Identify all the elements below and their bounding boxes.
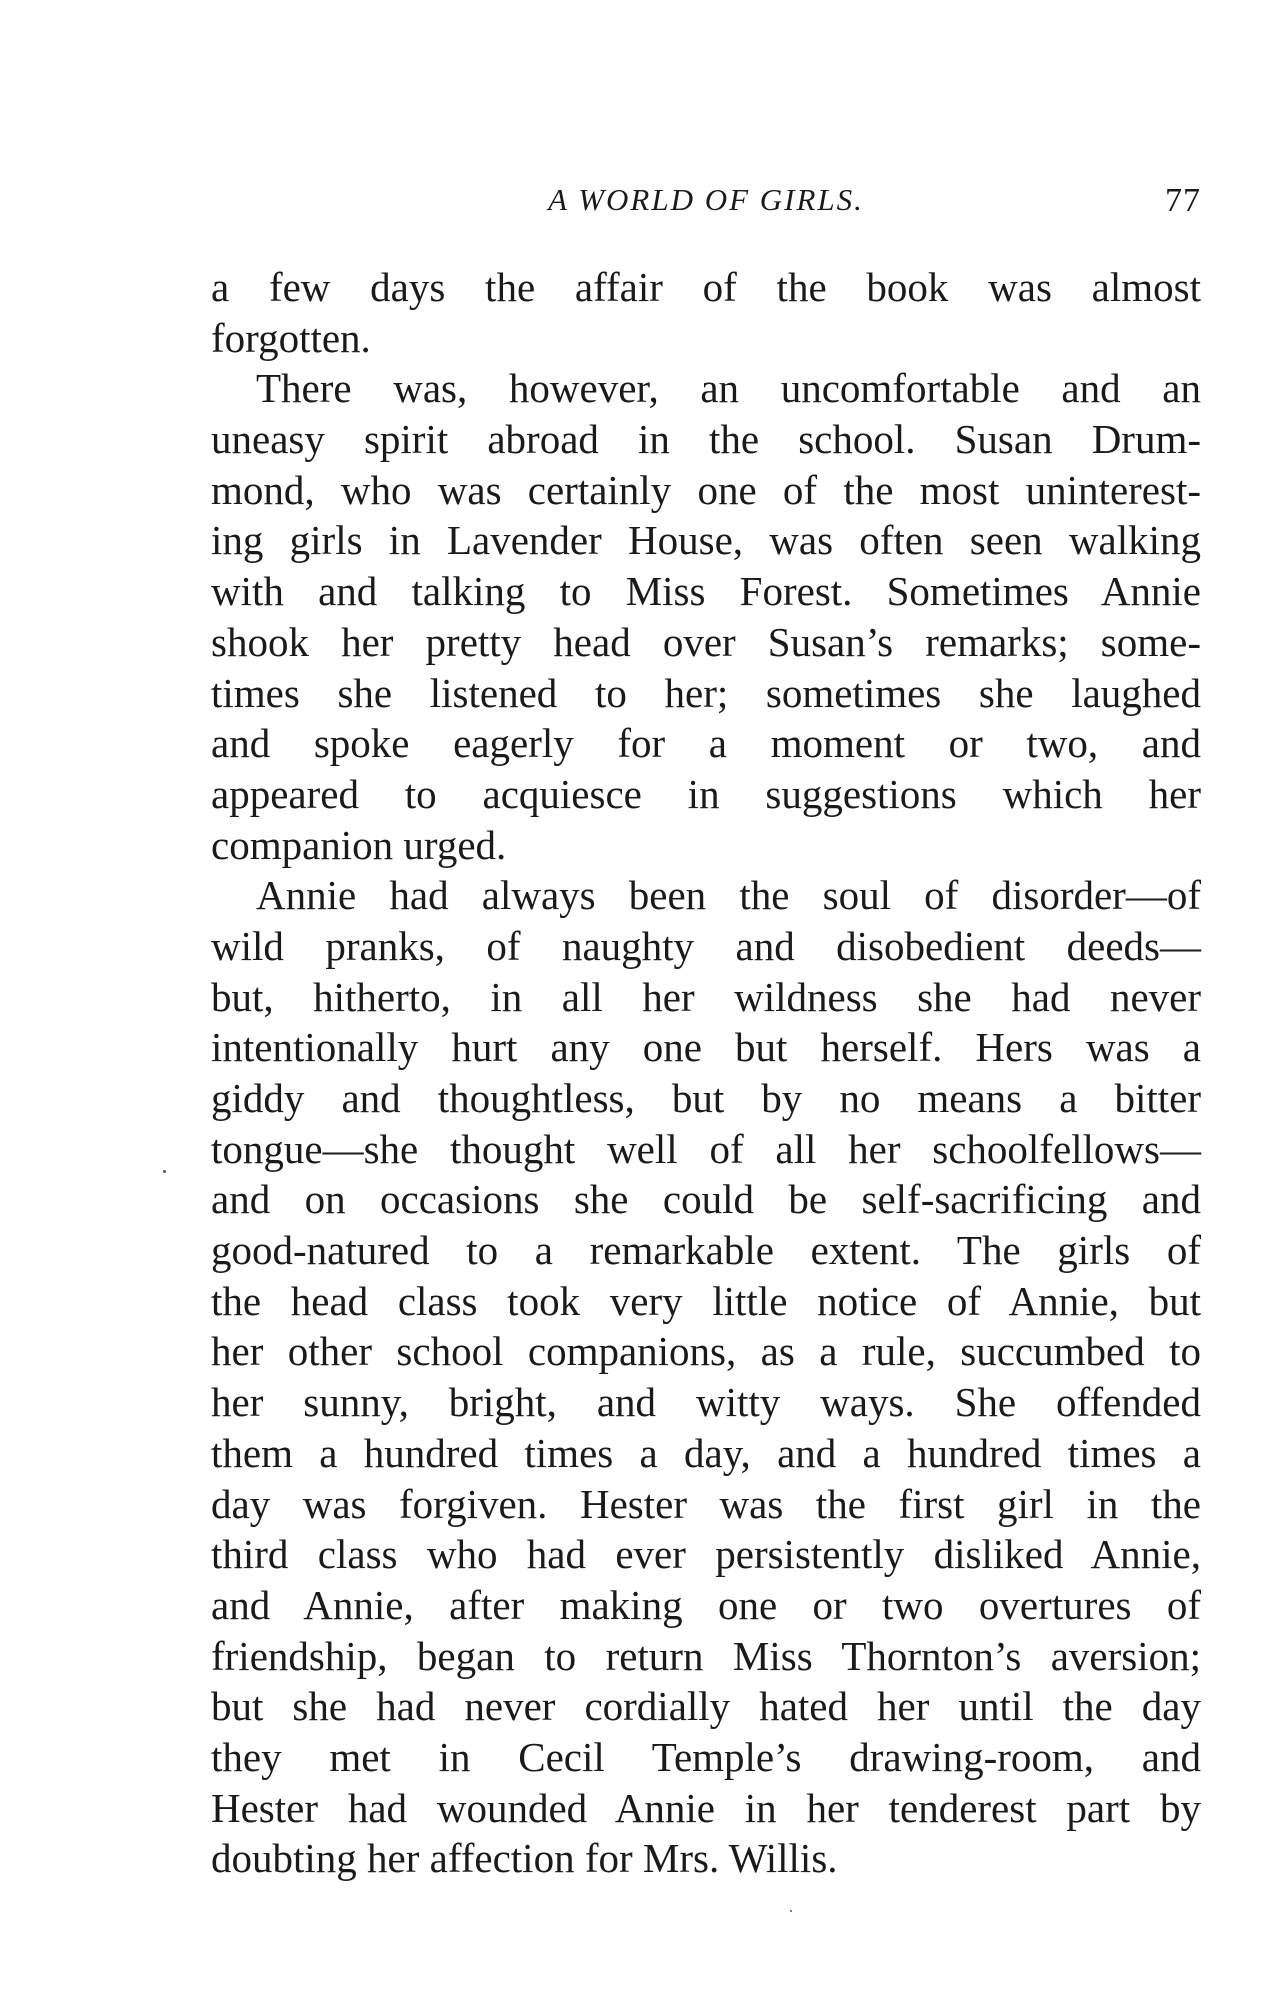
text-line: times she listened to her; sometimes she laughed xyxy=(211,669,1201,716)
text-line: her sunny, bright, and witty ways. She offended xyxy=(211,1379,1201,1426)
text-line: third class who had ever persistently disliked Annie, xyxy=(211,1531,1201,1578)
text-line: friendship, began to return Miss Thornton’s aversion; xyxy=(211,1632,1201,1679)
text-line: day was forgiven. Hester was the first girl in the xyxy=(211,1480,1201,1527)
text-line: shook her pretty head over Susan’s remarks; some- xyxy=(211,618,1201,665)
text-line: with and talking to Miss Forest. Sometimes Annie xyxy=(211,568,1201,615)
page-number: 77 xyxy=(1165,182,1201,219)
text-line: them a hundred times a day, and a hundred times a xyxy=(211,1429,1201,1476)
body-text xyxy=(211,262,1201,1884)
text-line: Annie had always been the soul of disorder—of xyxy=(256,872,1201,919)
text-line: the head class took very little notice of Annie, but xyxy=(211,1277,1201,1324)
text-line: and on occasions she could be self-sacrificing and xyxy=(211,1176,1201,1223)
text-line: tongue—she thought well of all her schoolfellows— xyxy=(211,1125,1201,1172)
text-line: and Annie, after making one or two overtures of xyxy=(211,1581,1201,1628)
text-line: but, hitherto, in all her wildness she had never xyxy=(211,973,1201,1020)
running-title: A WORLD OF GIRLS. xyxy=(548,182,864,217)
text-line: good-natured to a remarkable extent. The girls of xyxy=(211,1227,1201,1274)
text-line: giddy and thoughtless, but by no means a bitter xyxy=(211,1075,1201,1121)
text-line: wild pranks, of naughty and disobedient deeds— xyxy=(211,922,1201,969)
text-line: There was, however, an uncomfortable and an xyxy=(256,365,1201,412)
text-line: doubting her affection for Mrs. Willis. xyxy=(211,1835,838,1882)
text-line: her other school companions, as a rule, succumbed to xyxy=(211,1328,1201,1375)
text-line: companion urged. xyxy=(211,821,507,868)
text-line: a few days the affair of the book was almost xyxy=(211,264,1201,310)
text-line: intentionally hurt any one but herself. Hers was a xyxy=(211,1024,1201,1071)
print-speck xyxy=(163,1170,166,1173)
text-line: appeared to acquiesce in suggestions which her xyxy=(211,770,1201,817)
text-line: ing girls in Lavender House, was often seen walking xyxy=(211,517,1201,564)
text-line: uneasy spirit abroad in the school. Susan Drum- xyxy=(211,416,1201,463)
text-line: Hester had wounded Annie in her tenderest part by xyxy=(211,1784,1201,1831)
text-line: but she had never cordially hated her until the day xyxy=(211,1683,1201,1730)
text-line: they met in Cecil Temple’s drawing-room, and xyxy=(211,1733,1201,1780)
text-line: forgotten. xyxy=(211,314,371,361)
running-head xyxy=(211,182,1201,232)
print-speck xyxy=(790,1910,792,1912)
text-line: and spoke eagerly for a moment or two, and xyxy=(211,720,1201,767)
text-line: mond, who was certainly one of the most uninterest- xyxy=(211,466,1201,513)
